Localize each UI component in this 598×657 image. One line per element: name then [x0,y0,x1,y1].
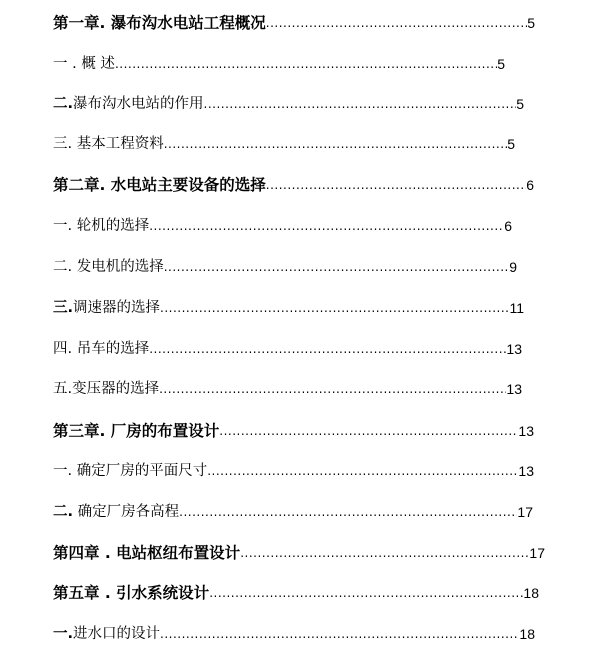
toc-entry [53,172,534,194]
toc-entry [53,10,535,32]
toc-entry-text: 瀑布沟水电站的作用 [73,96,204,112]
dot-leader [207,464,518,478]
toc-entry-page: 17 [529,545,545,561]
toc-entry-title: 第三章. 厂房的布置设计 [53,422,220,440]
toc-entry-title: 一. 确定厂房的平面尺寸 [53,463,208,479]
dot-leader [266,178,526,192]
toc-entry-page: 13 [518,423,534,439]
toc-entry-number: 三. [53,300,74,316]
dot-leader [160,627,519,641]
dot-leader [164,137,507,151]
toc-entry-title [53,299,160,317]
dot-leader [160,301,509,315]
toc-entry [53,458,534,480]
toc-entry-page: 13 [506,341,522,357]
dot-leader [240,546,529,560]
toc-entry-page: 5 [516,96,524,112]
toc-entry-title [53,95,204,113]
toc-entry-page: 11 [509,300,524,316]
toc-entry-page: 5 [507,136,515,152]
toc-entry [53,376,522,398]
dot-leader [164,260,509,274]
toc-entry [53,621,535,643]
dot-leader [179,505,517,519]
dot-leader [149,219,504,233]
toc-entry-text: 确定厂房各高程 [73,504,180,520]
toc-entry-page: 13 [518,463,534,479]
toc-entry [53,51,505,73]
dot-leader [204,97,517,111]
toc-entry [53,540,545,562]
toc-entry-page: 5 [527,15,535,31]
toc-entry [53,213,512,235]
toc-entry [53,499,533,521]
dot-leader [266,16,527,30]
toc-entry-text: 进水口的设计 [73,626,161,642]
dot-leader [159,382,506,396]
toc-entry [53,91,524,113]
toc-entry-number: 二. [53,504,74,520]
toc-entry-title: 一 . 概 述 [53,56,115,72]
dot-leader [149,342,506,356]
toc-entry-number: 二. [53,96,74,112]
toc-entry [53,336,522,358]
toc-entry-page: 9 [509,259,517,275]
dot-leader [219,424,518,438]
toc-entry-title: 二. 发电机的选择 [53,259,164,275]
toc-entry-title: 一. 轮机的选择 [53,218,150,234]
toc-entry-title: 第五章 . 引水系统设计 [53,584,210,602]
toc-entry-title [53,503,179,521]
toc-entry-page: 18 [519,626,535,642]
toc-entry-page: 6 [504,218,512,234]
toc-entry-title: 三. 基本工程资料 [53,136,164,152]
toc-entry [53,418,534,440]
toc-entry-text: 调速器的选择 [73,300,161,316]
toc-entry-title: 第一章. 瀑布沟水电站工程概况 [53,14,266,32]
toc-entry-page: 17 [517,504,533,520]
toc-entry-page: 13 [506,381,522,397]
toc-entry [53,295,524,317]
toc-entry-page: 18 [523,585,539,601]
toc-entry-title: 四. 吊车的选择 [53,341,150,357]
toc-entry-page: 5 [497,56,505,72]
toc-entry-number: 一. [53,626,74,642]
toc-entry-title: 五.变压器的选择 [53,381,160,397]
toc-entry-title [53,625,160,643]
toc-entry [53,254,517,276]
dot-leader [209,586,523,600]
dot-leader [115,57,497,71]
toc-entry-title: 第四章 . 电站枢纽布置设计 [53,544,241,562]
toc-entry-title: 第二章. 水电站主要设备的选择 [53,176,266,194]
toc-entry [53,580,539,602]
toc-entry [53,131,515,153]
toc-entry-page: 6 [526,177,534,193]
